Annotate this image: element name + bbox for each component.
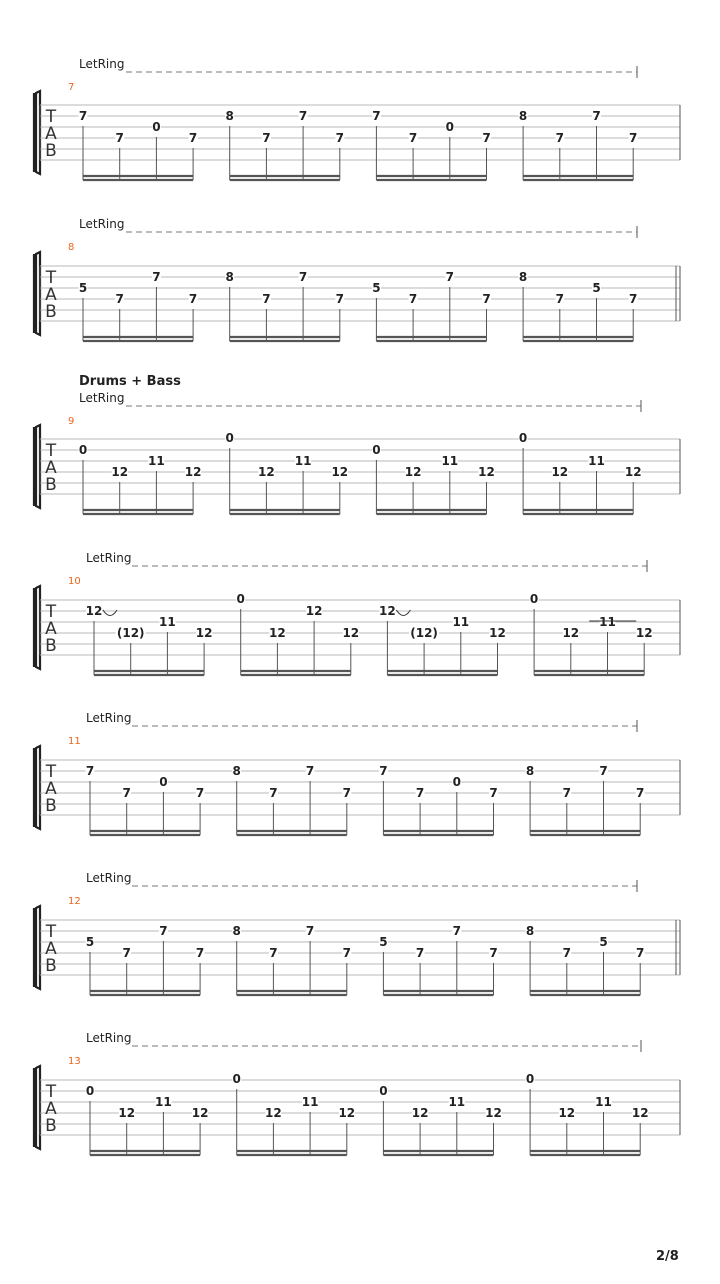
measure-number: 10 xyxy=(68,576,81,587)
fret-number: 12 xyxy=(404,465,422,479)
fret-number: 8 xyxy=(225,270,234,284)
fret-number: 7 xyxy=(342,946,351,960)
fret-number: 12 xyxy=(624,465,642,479)
fret-number: 0 xyxy=(379,1084,388,1098)
fret-number: 7 xyxy=(195,946,205,960)
fret-number: 12 xyxy=(258,465,275,479)
fret-number: 7 xyxy=(298,270,308,284)
fret-number: 11 xyxy=(159,615,176,629)
fret-number: 12 xyxy=(269,626,286,640)
fret-number: 0 xyxy=(225,431,234,445)
system-bracket xyxy=(34,1066,40,1149)
fret-number: 7 xyxy=(452,924,461,938)
fret-number: 7 xyxy=(188,131,198,145)
system-bracket xyxy=(34,586,40,669)
fret-number: 5 xyxy=(592,281,601,295)
fret-number: 11 xyxy=(599,615,616,629)
let-ring-label: LetRing xyxy=(86,871,132,885)
fret-number: 12 xyxy=(184,465,202,479)
fret-number: 5 xyxy=(599,935,608,949)
fret-number: 7 xyxy=(188,292,198,306)
fret-number: 12 xyxy=(478,465,495,479)
fret-number: 7 xyxy=(122,946,131,960)
fret-number: 12 xyxy=(635,626,653,640)
fret-number: 0 xyxy=(232,1072,241,1086)
fret-number: 7 xyxy=(262,292,271,306)
system-bracket xyxy=(34,746,40,829)
fret-number: 7 xyxy=(408,131,418,145)
fret-number: 7 xyxy=(489,946,498,960)
fret-number: 8 xyxy=(525,924,535,938)
tab-clef-letter: T xyxy=(45,922,57,942)
system-bracket xyxy=(34,425,40,508)
tab-clef-letter: B xyxy=(45,302,57,322)
fret-number: 7 xyxy=(482,131,491,145)
tab-clef-letter: A xyxy=(45,285,57,305)
fret-number: 0 xyxy=(525,1072,535,1086)
fret-number: 12 xyxy=(485,1106,502,1120)
fret-number: 12 xyxy=(411,1106,429,1120)
fret-number: 7 xyxy=(372,109,381,123)
tab-clef-letter: T xyxy=(45,762,57,782)
tab-clef-letter: B xyxy=(45,956,57,976)
tab-clef-letter: A xyxy=(45,779,57,799)
fret-number: 7 xyxy=(152,270,161,284)
fret-number: 7 xyxy=(562,786,571,800)
fret-number: 7 xyxy=(592,109,601,123)
let-ring-label: LetRing xyxy=(79,57,125,71)
fret-number: 11 xyxy=(452,615,470,629)
fret-number: 0 xyxy=(529,592,539,606)
measure-number: 12 xyxy=(68,896,81,907)
tab-clef-letter: B xyxy=(45,141,57,161)
section-label: Drums + Bass xyxy=(79,374,181,389)
measure-number: 13 xyxy=(68,1056,81,1067)
fret-number: 11 xyxy=(595,1095,612,1109)
tab-clef-letter: T xyxy=(45,268,57,288)
fret-number: 7 xyxy=(335,131,344,145)
measure-number: 7 xyxy=(68,82,75,93)
fret-number: 7 xyxy=(78,109,88,123)
tab-clef-letter: B xyxy=(45,475,57,495)
fret-number: 7 xyxy=(335,292,344,306)
fret-number: 12 xyxy=(562,626,580,640)
fret-number: 7 xyxy=(445,270,454,284)
fret-number: 7 xyxy=(122,786,131,800)
fret-number: 7 xyxy=(262,131,271,145)
fret-number: 12 xyxy=(85,604,103,618)
fret-number: 7 xyxy=(159,924,168,938)
fret-number: 11 xyxy=(148,454,165,468)
let-ring-label: LetRing xyxy=(79,391,125,405)
fret-number: 12 xyxy=(342,626,360,640)
fret-number: 8 xyxy=(225,109,234,123)
fret-number: 0 xyxy=(452,775,461,789)
tab-clef-letter: B xyxy=(45,796,57,816)
fret-number: 7 xyxy=(636,786,645,800)
tab-clef-letter: A xyxy=(45,458,57,478)
fret-number: 0 xyxy=(152,120,161,134)
fret-number: 5 xyxy=(78,281,88,295)
fret-number: 7 xyxy=(415,946,425,960)
fret-number: 0 xyxy=(445,120,454,134)
fret-number: 12 xyxy=(265,1106,282,1120)
fret-number: 7 xyxy=(415,786,425,800)
fret-number: 7 xyxy=(629,292,638,306)
fret-number: 5 xyxy=(372,281,381,295)
fret-number: 8 xyxy=(518,109,528,123)
fret-number: 7 xyxy=(305,924,315,938)
fret-number: 7 xyxy=(489,786,498,800)
let-ring-label: LetRing xyxy=(86,711,132,725)
fret-number: 7 xyxy=(408,292,418,306)
measure-number: 9 xyxy=(68,416,75,427)
system-bracket xyxy=(34,906,40,989)
system-bracket xyxy=(34,252,40,335)
fret-number: 7 xyxy=(636,946,645,960)
fret-number: 12 xyxy=(558,1106,576,1120)
fret-number: 7 xyxy=(85,764,95,778)
fret-number: 12 xyxy=(118,1106,136,1120)
fret-number: 7 xyxy=(379,764,388,778)
fret-number: 12 xyxy=(191,1106,209,1120)
fret-number: 12 xyxy=(195,626,213,640)
fret-number: 12 xyxy=(631,1106,649,1120)
fret-number: 12 xyxy=(379,604,396,618)
fret-number: 0 xyxy=(85,1084,95,1098)
fret-number: (12) xyxy=(116,626,145,640)
tab-clef-letter: T xyxy=(45,107,57,127)
tab-clef-letter: A xyxy=(45,1099,57,1119)
fret-number: 0 xyxy=(78,443,88,457)
fret-number: 12 xyxy=(489,626,506,640)
tab-clef-letter: A xyxy=(45,124,57,144)
fret-number: 8 xyxy=(525,764,535,778)
fret-number: 12 xyxy=(331,465,349,479)
page-number: 2/8 xyxy=(656,1249,679,1264)
fret-number: 7 xyxy=(269,786,278,800)
tab-clef-letter: T xyxy=(45,441,57,461)
fret-number: 12 xyxy=(338,1106,356,1120)
fret-number: 0 xyxy=(518,431,528,445)
tab-clef-letter: A xyxy=(45,939,57,959)
fret-number: 7 xyxy=(269,946,278,960)
fret-number: 5 xyxy=(379,935,388,949)
fret-number: 11 xyxy=(588,454,605,468)
fret-number: 5 xyxy=(85,935,95,949)
tab-clef-letter: T xyxy=(45,1082,57,1102)
fret-number: 11 xyxy=(155,1095,172,1109)
system-bracket xyxy=(34,91,40,174)
fret-number: 7 xyxy=(115,292,124,306)
fret-number: 7 xyxy=(555,131,564,145)
fret-number: 7 xyxy=(305,764,315,778)
fret-number: 8 xyxy=(232,924,241,938)
fret-number: 11 xyxy=(441,454,459,468)
fret-number: 7 xyxy=(555,292,564,306)
tab-clef-letter: T xyxy=(45,602,57,622)
fret-number: 11 xyxy=(301,1095,319,1109)
fret-number: 7 xyxy=(599,764,608,778)
fret-number: 12 xyxy=(305,604,323,618)
fret-number: 11 xyxy=(448,1095,466,1109)
let-ring-label: LetRing xyxy=(86,1031,132,1045)
let-ring-label: LetRing xyxy=(79,217,125,231)
fret-number: 12 xyxy=(111,465,129,479)
fret-number: 11 xyxy=(294,454,312,468)
measure-number: 8 xyxy=(68,242,75,253)
fret-number: 0 xyxy=(236,592,245,606)
fret-number: 0 xyxy=(159,775,168,789)
tab-clef-letter: A xyxy=(45,619,57,639)
tab-clef-letter: B xyxy=(45,1116,57,1136)
fret-number: 7 xyxy=(115,131,124,145)
measure-number: 11 xyxy=(68,736,81,747)
fret-number: 0 xyxy=(372,443,381,457)
fret-number: 12 xyxy=(551,465,569,479)
fret-number: 7 xyxy=(342,786,351,800)
fret-number: 7 xyxy=(195,786,205,800)
tab-clef-letter: B xyxy=(45,636,57,656)
fret-number: 7 xyxy=(298,109,308,123)
fret-number: 8 xyxy=(232,764,241,778)
fret-number: 8 xyxy=(518,270,528,284)
fret-number: (12) xyxy=(410,626,438,640)
fret-number: 7 xyxy=(482,292,491,306)
fret-number: 7 xyxy=(562,946,571,960)
fret-number: 7 xyxy=(629,131,638,145)
let-ring-label: LetRing xyxy=(86,551,132,565)
